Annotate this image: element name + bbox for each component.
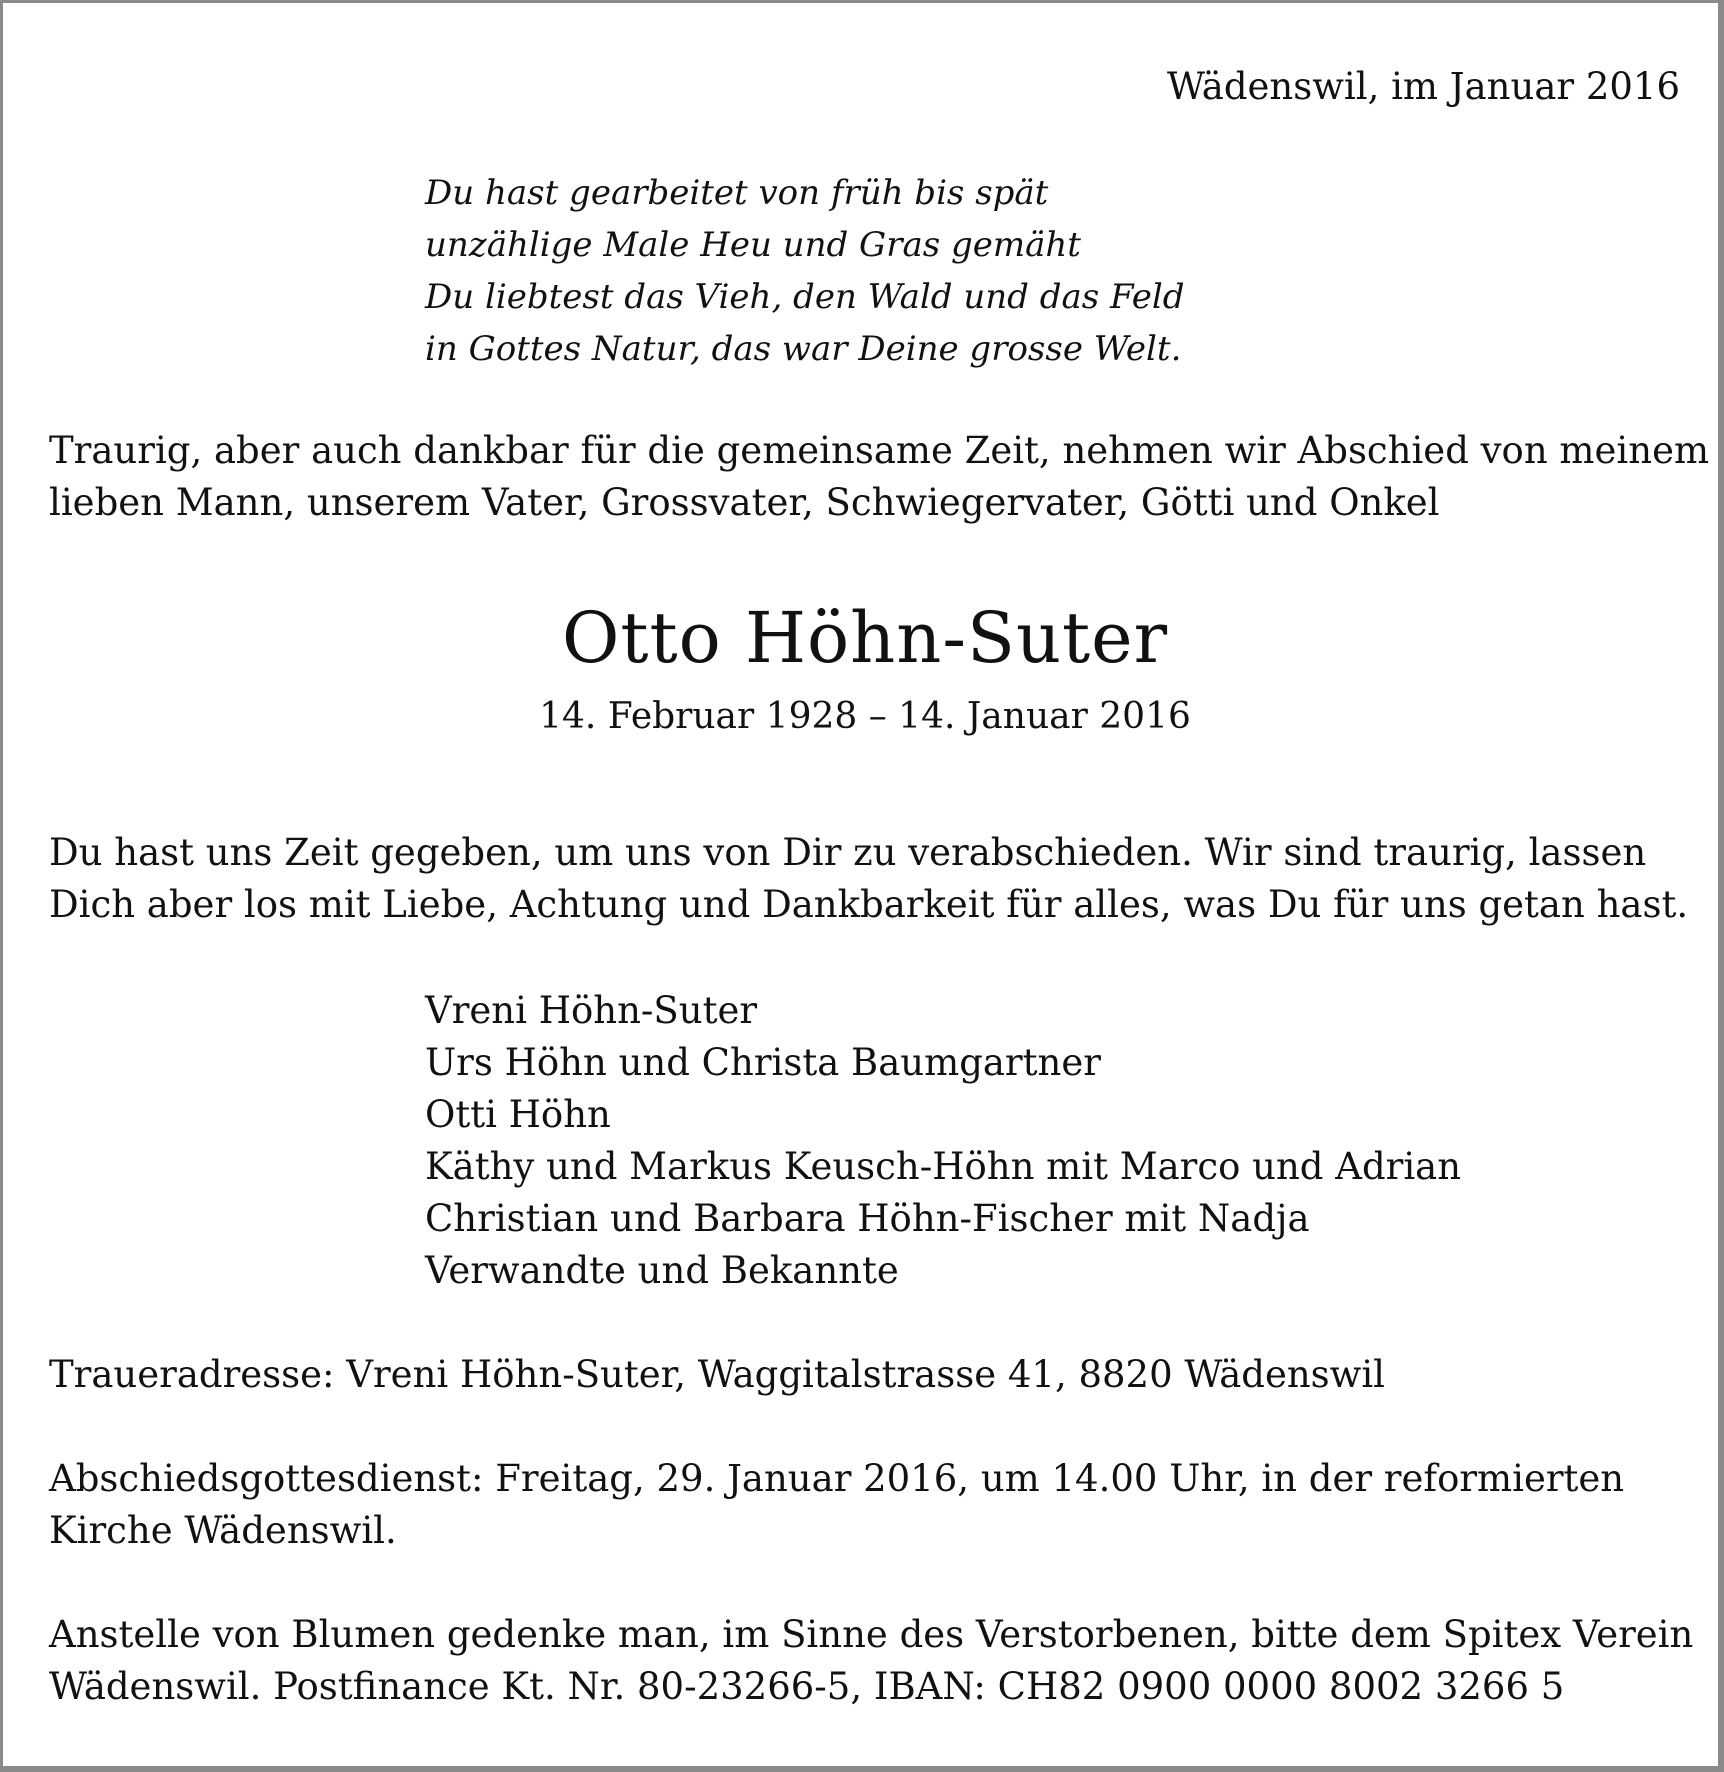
service-line: Kirche Wädenswil. — [49, 1509, 397, 1552]
deceased-name: Otto Höhn-Suter — [561, 597, 1169, 679]
farewell-line: Dich aber los mit Liebe, Achtung und Dankbarkeit für alles, was Du für uns getan hast. — [49, 883, 1689, 926]
poem-line: Du liebtest das Vieh, den Wald und das Feld — [425, 277, 1185, 317]
farewell-line: Du hast uns Zeit gegeben, um uns von Dir zu verabschieden. Wir sind traurig, lassen — [49, 831, 1647, 874]
mourner: Vreni Höhn-Suter — [425, 989, 758, 1032]
poem-line: Du hast gearbeitet von früh bis spät — [425, 173, 1049, 213]
intro-line: Traurig, aber auch dankbar für die gemeinsame Zeit, nehmen wir Abschied von meinem — [49, 429, 1710, 472]
donation-line: Wädenswil. Postfinance Kt. Nr. 80-23266-5, IBAN: CH82 0900 0000 8002 3266 5 — [49, 1665, 1565, 1708]
funeral-service — [49, 1453, 1624, 1557]
poem-line: in Gottes Natur, das war Deine grosse Welt. — [425, 329, 1182, 369]
place-date: Wädenswil, im Januar 2016 — [1166, 65, 1680, 108]
mourner: Urs Höhn und Christa Baumgartner — [425, 1041, 1101, 1084]
poem — [425, 167, 1185, 375]
mourners-list — [425, 985, 1461, 1297]
mourner: Otti Höhn — [425, 1093, 611, 1136]
intro-line: lieben Mann, unserem Vater, Grossvater, Schwiegervater, Götti und Onkel — [49, 481, 1440, 524]
service-line: Abschiedsgottesdienst: Freitag, 29. Januar 2016, um 14.00 Uhr, in der reformierten — [49, 1457, 1625, 1500]
mourner: Käthy und Markus Keusch-Höhn mit Marco und Adrian — [425, 1145, 1462, 1188]
donation-line: Anstelle von Blumen gedenke man, im Sinne des Verstorbenen, bitte dem Spitex Verein — [49, 1613, 1694, 1656]
poem-line: unzählige Male Heu und Gras gemäht — [425, 225, 1081, 265]
donation-note — [49, 1609, 1693, 1713]
lifespan: 14. Februar 1928 – 14. Januar 2016 — [539, 696, 1191, 737]
mourner: Christian und Barbara Höhn-Fischer mit Nadja — [425, 1197, 1310, 1240]
intro-paragraph — [49, 425, 1709, 529]
mourner: Verwandte und Bekannte — [425, 1249, 899, 1292]
mourning-address: Traueradresse: Vreni Höhn-Suter, Waggitalstrasse 41, 8820 Wädenswil — [49, 1353, 1385, 1396]
farewell-paragraph — [49, 827, 1688, 931]
